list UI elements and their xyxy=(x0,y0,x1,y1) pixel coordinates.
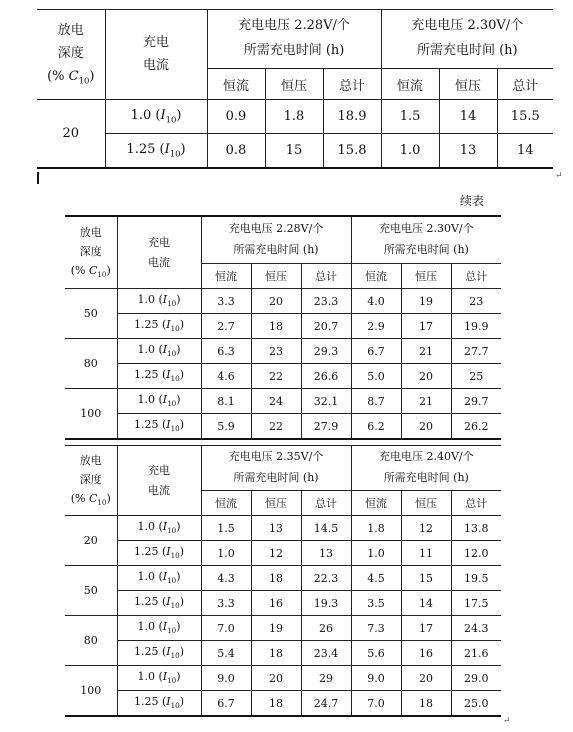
subheader-cv: 恒压 xyxy=(439,69,497,100)
table-row xyxy=(65,666,501,691)
value-cell: 22 xyxy=(251,364,301,389)
current-i10-sub: 10 xyxy=(167,676,177,686)
value-cell: 7.0 xyxy=(201,616,251,641)
value-cell: 8.1 xyxy=(201,389,251,414)
value-cell: 4.5 xyxy=(351,566,401,591)
depth-cell: 80 xyxy=(65,339,117,389)
depth-unit: (% $C_{10}$) xyxy=(70,492,111,508)
value-cell: 27.7 xyxy=(451,339,501,364)
current-i10-var: I xyxy=(166,418,171,432)
value-cell: 15 xyxy=(265,134,323,169)
current-coef: 1.25 xyxy=(133,318,159,332)
current-i10-var: I xyxy=(162,393,168,407)
table-row xyxy=(65,289,501,314)
value-cell: 12.0 xyxy=(451,541,501,566)
voltage-group-title: 充电电压 2.28V/个 xyxy=(228,222,324,236)
value-cell: 29.7 xyxy=(451,389,501,414)
current-i10-var: I xyxy=(162,620,168,634)
current-header-line1: 充电 xyxy=(142,34,169,50)
header-row xyxy=(37,10,553,69)
value-cell: 19 xyxy=(251,616,301,641)
depth-unit: (% $C_{10}$) xyxy=(70,264,111,280)
voltage-group-subtitle: 所需充电时间 (h) xyxy=(383,471,469,484)
value-cell: 19.3 xyxy=(301,591,351,616)
depth-header xyxy=(37,10,105,100)
voltage-group-header xyxy=(201,216,351,264)
current-i10-sub: 10 xyxy=(170,601,180,611)
value-cell: 0.9 xyxy=(207,100,265,134)
value-cell: 11 xyxy=(401,541,451,566)
current-i10-var: I xyxy=(166,318,171,332)
value-cell: 14 xyxy=(497,134,553,169)
value-cell: 7.0 xyxy=(351,691,401,717)
current-i10-sub: 10 xyxy=(167,626,177,636)
value-cell: 5.9 xyxy=(201,414,251,440)
depth-header-line2: 深度 xyxy=(57,46,84,62)
current-cell: 1.25 $(I_{10})$ xyxy=(117,414,201,440)
depth-header-line1: 放电 xyxy=(57,23,84,39)
current-i10-sub: 10 xyxy=(170,701,180,711)
value-cell: 23.3 xyxy=(301,289,351,314)
voltage-group-subtitle: 所需充电时间 (h) xyxy=(233,243,319,256)
voltage-group-title: 充电电压 2.30V/个 xyxy=(378,222,474,236)
table-row xyxy=(65,691,501,717)
value-cell: 20 xyxy=(401,666,451,691)
value-cell: 0.8 xyxy=(207,134,265,169)
value-cell: 4.3 xyxy=(201,566,251,591)
value-cell: 14 xyxy=(401,591,451,616)
value-cell: 23 xyxy=(451,289,501,314)
current-coef: 1.25 xyxy=(133,368,159,382)
value-cell: 12 xyxy=(401,516,451,541)
value-cell: 27.9 xyxy=(301,414,351,440)
voltage-group-header xyxy=(207,10,381,69)
subheader-total: 总计 xyxy=(301,264,351,289)
value-cell: 24 xyxy=(251,389,301,414)
current-cell: 1.25 $(I_{10})$ xyxy=(117,541,201,566)
current-coef: 1.0 xyxy=(137,343,155,357)
value-cell: 17.5 xyxy=(451,591,501,616)
table-row xyxy=(65,591,501,616)
current-i10-sub: 10 xyxy=(167,349,177,359)
table-row xyxy=(65,566,501,591)
current-cell: 1.25 $(I_{10})$ xyxy=(117,591,201,616)
depth-header xyxy=(65,446,117,516)
table-row xyxy=(65,364,501,389)
current-coef: 1.0 xyxy=(137,620,155,634)
charge-time-table-1 xyxy=(37,9,553,169)
voltage-group-title: 充电电压 2.40V/个 xyxy=(378,450,474,464)
subheader-cc: 恒流 xyxy=(381,69,439,100)
value-cell: 6.3 xyxy=(201,339,251,364)
depth-cell: 80 xyxy=(65,616,117,666)
current-i10-var: I xyxy=(162,570,168,584)
current-coef: 1.0 xyxy=(137,570,155,584)
current-coef: 1.25 xyxy=(133,645,159,659)
value-cell: 6.2 xyxy=(351,414,401,440)
current-i10-var: I xyxy=(166,545,171,559)
current-i10-sub: 10 xyxy=(170,374,180,384)
subheader-cc: 恒流 xyxy=(351,264,401,289)
table-row xyxy=(65,516,501,541)
value-cell: 32.1 xyxy=(301,389,351,414)
value-cell: 19 xyxy=(401,289,451,314)
table-row xyxy=(65,641,501,666)
value-cell: 17 xyxy=(401,314,451,339)
value-cell: 15 xyxy=(401,566,451,591)
value-cell: 1.0 xyxy=(351,541,401,566)
subheader-cv: 恒压 xyxy=(251,264,301,289)
current-i10-var: I xyxy=(166,368,171,382)
subheader-total: 总计 xyxy=(323,69,381,100)
value-cell: 12 xyxy=(251,541,301,566)
depth-unit-pct: % xyxy=(75,492,89,506)
value-cell: 3.3 xyxy=(201,289,251,314)
value-cell: 1.8 xyxy=(351,516,401,541)
current-i10-sub: 10 xyxy=(169,148,181,159)
value-cell: 23 xyxy=(251,339,301,364)
charge-time-table-2 xyxy=(65,215,501,440)
subheader-cc: 恒流 xyxy=(207,69,265,100)
current-header-line2: 电流 xyxy=(148,483,170,497)
voltage-group-header xyxy=(381,10,553,69)
paragraph-mark: ↵ xyxy=(503,716,511,726)
current-coef: 1.25 xyxy=(133,695,159,709)
voltage-group-title: 充电电压 2.30V/个 xyxy=(411,18,524,34)
value-cell: 20.7 xyxy=(301,314,351,339)
subheader-cc: 恒流 xyxy=(201,264,251,289)
value-cell: 20 xyxy=(401,364,451,389)
value-cell: 14 xyxy=(439,100,497,134)
current-coef: 1.25 xyxy=(126,142,156,158)
value-cell: 15.8 xyxy=(323,134,381,169)
table-row xyxy=(37,100,553,134)
value-cell: 4.0 xyxy=(351,289,401,314)
current-coef: 1.25 xyxy=(133,595,159,609)
current-i10-sub: 10 xyxy=(170,651,180,661)
value-cell: 5.4 xyxy=(201,641,251,666)
value-cell: 3.5 xyxy=(351,591,401,616)
current-cell: 1.0 $(I_{10})$ xyxy=(117,566,201,591)
header-row xyxy=(65,216,501,264)
current-i10-var: I xyxy=(164,142,170,158)
value-cell: 22.3 xyxy=(301,566,351,591)
depth-unit-c10-var: C xyxy=(68,68,79,84)
depth-cell: 20 xyxy=(65,516,117,566)
depth-unit-c10-var: C xyxy=(88,492,98,506)
subheader-total: 总计 xyxy=(301,491,351,516)
value-cell: 16 xyxy=(251,591,301,616)
voltage-group-header xyxy=(351,446,501,491)
table-row xyxy=(65,314,501,339)
value-cell: 13.8 xyxy=(451,516,501,541)
current-cell: 1.25 $(I_{10})$ xyxy=(117,641,201,666)
depth-unit-c10-sub: 10 xyxy=(97,270,107,280)
depth-cell: 100 xyxy=(65,389,117,440)
value-cell: 13 xyxy=(301,541,351,566)
value-cell: 29 xyxy=(301,666,351,691)
depth-header xyxy=(65,216,117,289)
margin-bar xyxy=(37,172,39,184)
current-i10-sub: 10 xyxy=(170,424,180,434)
value-cell: 29.0 xyxy=(451,666,501,691)
current-header xyxy=(105,10,207,100)
value-cell: 29.3 xyxy=(301,339,351,364)
current-coef: 1.25 xyxy=(133,418,159,432)
value-cell: 19.9 xyxy=(451,314,501,339)
value-cell: 21.6 xyxy=(451,641,501,666)
value-cell: 6.7 xyxy=(201,691,251,717)
voltage-group-subtitle: 所需充电时间 (h) xyxy=(416,43,518,58)
depth-cell: 100 xyxy=(65,666,117,717)
current-i10-var: I xyxy=(162,343,168,357)
value-cell: 3.3 xyxy=(201,591,251,616)
value-cell: 5.0 xyxy=(351,364,401,389)
value-cell: 1.8 xyxy=(265,100,323,134)
value-cell: 1.0 xyxy=(201,541,251,566)
voltage-group-title: 充电电压 2.28V/个 xyxy=(238,18,350,34)
table-row xyxy=(37,134,553,169)
subheader-total: 总计 xyxy=(451,264,501,289)
current-i10-var: I xyxy=(162,293,168,307)
value-cell: 19.5 xyxy=(451,566,501,591)
subheader-cc: 恒流 xyxy=(201,491,251,516)
depth-unit-pct: % xyxy=(52,68,69,84)
table-row xyxy=(65,389,501,414)
current-cell: 1.0 $(I_{10})$ xyxy=(105,100,207,134)
table-row xyxy=(65,339,501,364)
current-cell: 1.25 $(I_{10})$ xyxy=(117,364,201,389)
depth-unit: (% $C_{10}$) xyxy=(47,68,95,86)
current-cell: 1.25 $(I_{10})$ xyxy=(105,134,207,169)
value-cell: 17 xyxy=(401,616,451,641)
value-cell: 20 xyxy=(251,666,301,691)
current-i10-sub: 10 xyxy=(165,114,177,125)
current-i10-sub: 10 xyxy=(170,324,180,334)
voltage-group-header xyxy=(201,446,351,491)
value-cell: 18 xyxy=(401,691,451,717)
value-cell: 22 xyxy=(251,414,301,440)
depth-cell: 50 xyxy=(65,289,117,339)
current-header-line2: 电流 xyxy=(142,57,169,73)
value-cell: 4.6 xyxy=(201,364,251,389)
value-cell: 16 xyxy=(401,641,451,666)
value-cell: 18.9 xyxy=(323,100,381,134)
value-cell: 8.7 xyxy=(351,389,401,414)
subheader-cv: 恒压 xyxy=(251,491,301,516)
current-header-line2: 电流 xyxy=(148,255,170,269)
current-coef: 1.0 xyxy=(137,670,155,684)
current-cell: 1.0 $(I_{10})$ xyxy=(117,616,201,641)
current-cell: 1.25 $(I_{10})$ xyxy=(117,691,201,717)
current-i10-sub: 10 xyxy=(167,576,177,586)
current-i10-var: I xyxy=(160,108,166,124)
value-cell: 14.5 xyxy=(301,516,351,541)
table-row xyxy=(65,616,501,641)
current-i10-sub: 10 xyxy=(167,526,177,536)
table-row xyxy=(65,541,501,566)
current-header-line1: 充电 xyxy=(148,236,170,250)
subheader-cv: 恒压 xyxy=(401,264,451,289)
depth-cell: 20 xyxy=(37,100,105,169)
current-i10-sub: 10 xyxy=(167,399,177,409)
current-cell: 1.0 $(I_{10})$ xyxy=(117,666,201,691)
current-coef: 1.0 xyxy=(137,393,155,407)
voltage-group-header xyxy=(351,216,501,264)
voltage-group-title: 充电电压 2.35V/个 xyxy=(228,450,324,464)
value-cell: 2.9 xyxy=(351,314,401,339)
value-cell: 1.0 xyxy=(381,134,439,169)
current-coef: 1.0 xyxy=(137,520,155,534)
current-i10-var: I xyxy=(162,670,168,684)
subheader-cc: 恒流 xyxy=(351,491,401,516)
table-row xyxy=(65,414,501,440)
depth-header-line1: 放电 xyxy=(79,453,102,467)
current-coef: 1.0 xyxy=(137,293,155,307)
voltage-group-subtitle: 所需充电时间 (h) xyxy=(383,243,469,256)
current-i10-sub: 10 xyxy=(167,299,177,309)
value-cell: 25 xyxy=(451,364,501,389)
value-cell: 15.5 xyxy=(497,100,553,134)
depth-header-line2: 深度 xyxy=(79,245,102,259)
value-cell: 24.3 xyxy=(451,616,501,641)
current-cell: 1.0 $(I_{10})$ xyxy=(117,339,201,364)
current-i10-var: I xyxy=(166,595,171,609)
current-cell: 1.0 $(I_{10})$ xyxy=(117,289,201,314)
depth-unit-c10-sub: 10 xyxy=(78,75,90,86)
current-header xyxy=(117,216,201,289)
continued-label: 续表 xyxy=(460,194,485,208)
value-cell: 18 xyxy=(251,314,301,339)
value-cell: 13 xyxy=(439,134,497,169)
paragraph-mark: ↵ xyxy=(555,171,563,181)
value-cell: 21 xyxy=(401,389,451,414)
current-cell: 1.0 $(I_{10})$ xyxy=(117,516,201,541)
charge-time-table-3 xyxy=(65,445,501,717)
depth-header-line1: 放电 xyxy=(79,225,102,239)
subheader-total: 总计 xyxy=(451,491,501,516)
voltage-group-subtitle: 所需充电时间 (h) xyxy=(233,471,319,484)
subheader-total: 总计 xyxy=(497,69,553,100)
value-cell: 18 xyxy=(251,566,301,591)
current-i10-var: I xyxy=(166,695,171,709)
depth-unit-c10-var: C xyxy=(88,264,98,278)
value-cell: 7.3 xyxy=(351,616,401,641)
value-cell: 1.5 xyxy=(201,516,251,541)
value-cell: 18 xyxy=(251,691,301,717)
value-cell: 26 xyxy=(301,616,351,641)
value-cell: 20 xyxy=(401,414,451,440)
value-cell: 2.7 xyxy=(201,314,251,339)
value-cell: 20 xyxy=(251,289,301,314)
current-header-line1: 充电 xyxy=(148,464,170,478)
value-cell: 9.0 xyxy=(351,666,401,691)
current-coef: 1.0 xyxy=(130,108,152,124)
value-cell: 6.7 xyxy=(351,339,401,364)
value-cell: 26.6 xyxy=(301,364,351,389)
value-cell: 9.0 xyxy=(201,666,251,691)
value-cell: 1.5 xyxy=(381,100,439,134)
current-header xyxy=(117,446,201,516)
value-cell: 21 xyxy=(401,339,451,364)
subheader-cv: 恒压 xyxy=(401,491,451,516)
voltage-group-subtitle: 所需充电时间 (h) xyxy=(243,43,345,58)
depth-header-line2: 深度 xyxy=(79,473,102,487)
current-coef: 1.25 xyxy=(133,545,159,559)
current-i10-var: I xyxy=(162,520,168,534)
depth-unit-c10-sub: 10 xyxy=(97,498,107,508)
current-cell: 1.25 $(I_{10})$ xyxy=(117,314,201,339)
subheader-cv: 恒压 xyxy=(265,69,323,100)
value-cell: 18 xyxy=(251,641,301,666)
current-i10-sub: 10 xyxy=(170,551,180,561)
current-cell: 1.0 $(I_{10})$ xyxy=(117,389,201,414)
header-row xyxy=(65,446,501,491)
value-cell: 25.0 xyxy=(451,691,501,717)
value-cell: 5.6 xyxy=(351,641,401,666)
value-cell: 13 xyxy=(251,516,301,541)
value-cell: 23.4 xyxy=(301,641,351,666)
depth-unit-pct: % xyxy=(75,264,89,278)
value-cell: 24.7 xyxy=(301,691,351,717)
current-i10-var: I xyxy=(166,645,171,659)
depth-cell: 50 xyxy=(65,566,117,616)
value-cell: 26.2 xyxy=(451,414,501,440)
